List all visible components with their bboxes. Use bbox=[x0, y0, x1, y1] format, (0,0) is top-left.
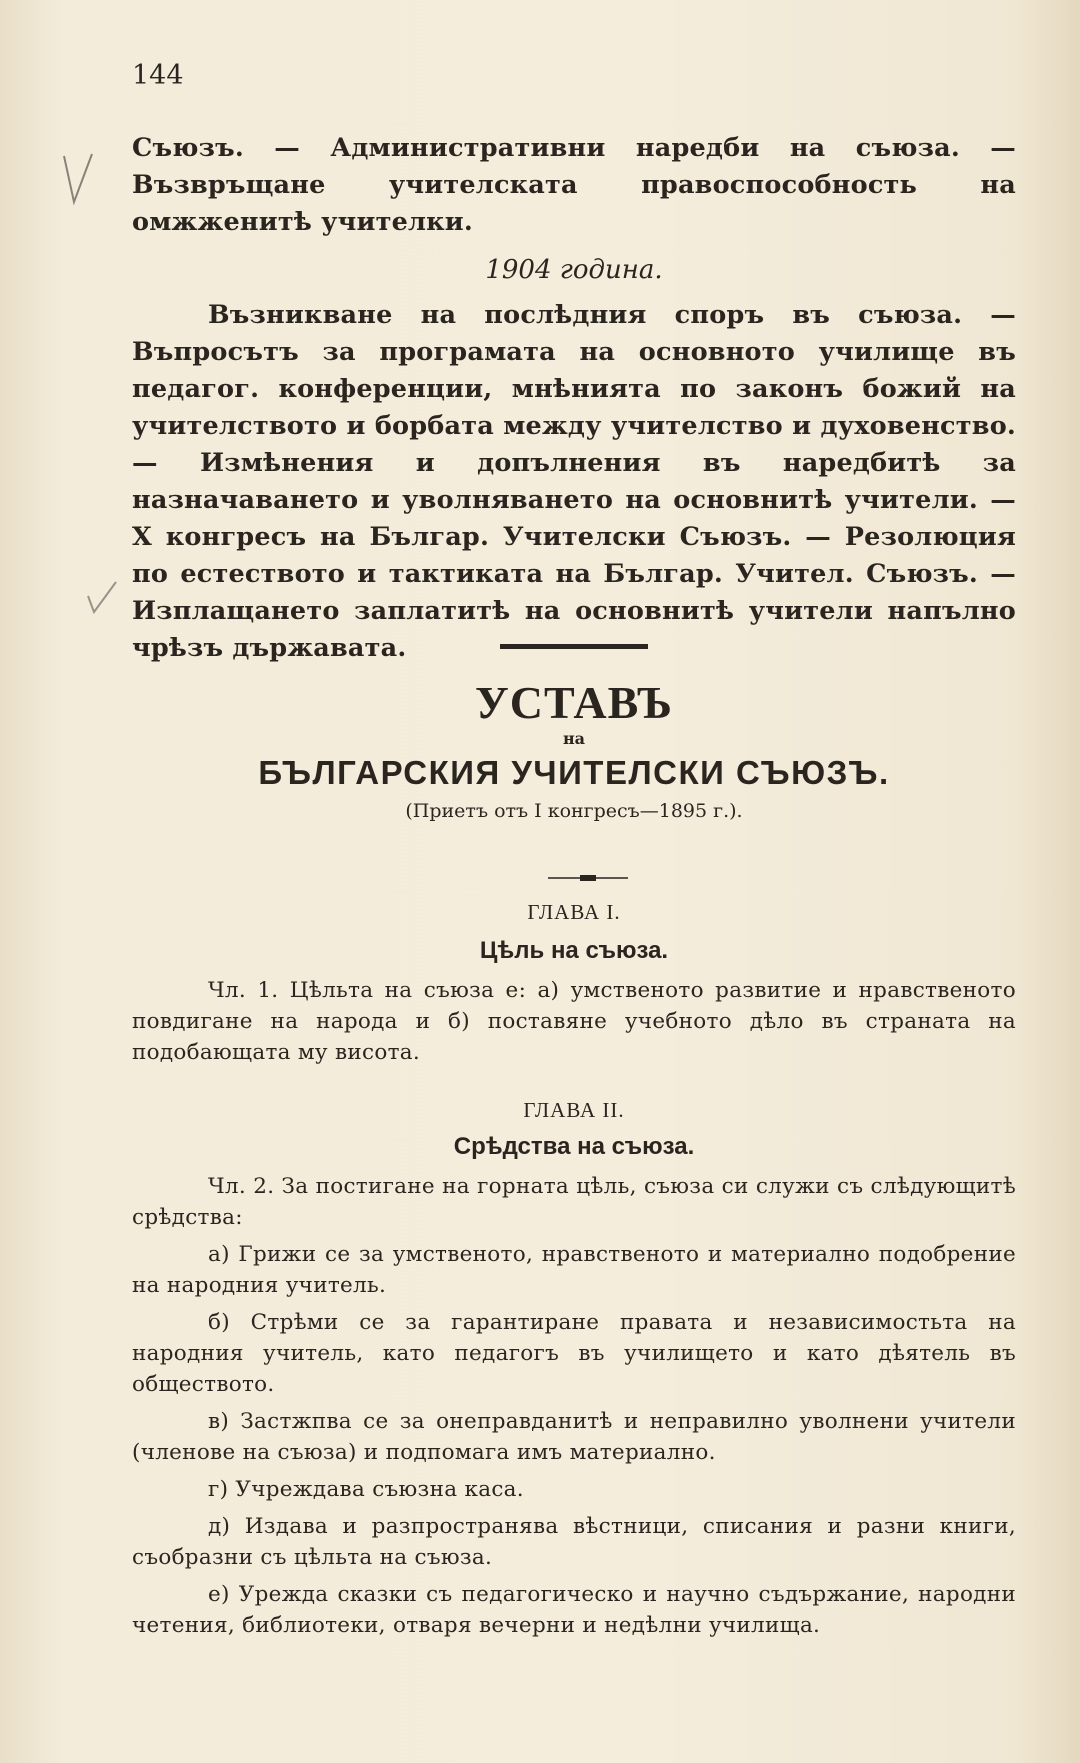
chapter-1-label: ГЛАВА I. bbox=[527, 900, 621, 924]
list-item: в) Застжпва се за онеправданитѣ и неправилно уволнени учители (членове на съюза) и подпомага имъ материално. bbox=[132, 1409, 1016, 1465]
top-paragraph: Съюзъ. — Административни наредби на съюза. — Възвръщане учителската правоспособность на омжженитѣ учителки. bbox=[132, 133, 1016, 237]
statute-adopted-note: (Приетъ отъ I конгресъ—1895 г.). bbox=[405, 800, 743, 822]
list-item: е) Урежда сказки съ педагогическо и научно съдържание, народни четения, библиотеки, отваря вечерни и недѣлни училища. bbox=[132, 1582, 1016, 1638]
list-item: г) Учреждава съюзна каса. bbox=[208, 1477, 524, 1502]
article-2: Чл. 2. За постигане на горната цѣль, съюза си служи съ слѣдующитѣ срѣдства: bbox=[132, 1174, 1016, 1230]
list-item: д) Издава и разпространява вѣстници, списания и разни книги, съобразни съ цѣльта на съюза. bbox=[132, 1514, 1016, 1570]
pencil-check-mark-icon bbox=[58, 150, 98, 210]
ornament-divider-icon bbox=[548, 872, 628, 884]
chronicle-section bbox=[132, 130, 1016, 667]
section-divider bbox=[500, 644, 648, 649]
year-heading: 1904 година. bbox=[485, 255, 663, 285]
statute-header bbox=[132, 676, 1016, 822]
list-item: б) Стрѣми се за гарантиране правата и независимостьта на народния учитель, като педагогъ въ училището и като дѣятель въ обществото. bbox=[132, 1310, 1016, 1397]
list-item: а) Грижи се за умственото, нравственото и материално подобрение на народния учитель. bbox=[132, 1242, 1016, 1298]
pencil-tick-mark-icon bbox=[84, 578, 124, 618]
chapter-2-title: Срѣдства на съюза. bbox=[453, 1133, 695, 1160]
statute-subtitle: БЪЛГАРСКИЯ УЧИТЕЛСКИ СЪЮЗЪ. bbox=[258, 754, 890, 791]
chapter-1-title: Цѣль на съюза. bbox=[479, 937, 669, 964]
statute-na: на bbox=[562, 729, 586, 748]
article-1: Чл. 1. Цѣльта на съюза е: а) умственото развитие и нравственото повдигане на народа и б) поставяне учебното дѣло въ страната на подобающата му висота. bbox=[132, 978, 1016, 1065]
chapter-2-label: ГЛАВА II. bbox=[523, 1098, 625, 1122]
year-paragraph: Възникване на послѣдния споръ въ съюза. — Въпросътъ за програмата на основното училище въ педагог. конференции, мнѣнията по законъ божий на учителството и борбата между учителство и духовенство. — Измѣнения и допълнения въ наредбитѣ за назначаването и уволняването на основнитѣ учители. — X конгресъ на Българ. Учителски Съюзъ. — Резолюция по естеството и тактиката на Българ. Учител. Съюзъ. — Изплащането заплатитѣ на основнитѣ учители напълно чрѣзъ държавата. bbox=[132, 300, 1016, 663]
chapter-1 bbox=[132, 900, 1016, 1068]
chapter-2 bbox=[132, 1098, 1016, 1641]
page-number: 144 bbox=[132, 60, 184, 91]
statute-title: УСТАВЪ bbox=[474, 677, 674, 728]
